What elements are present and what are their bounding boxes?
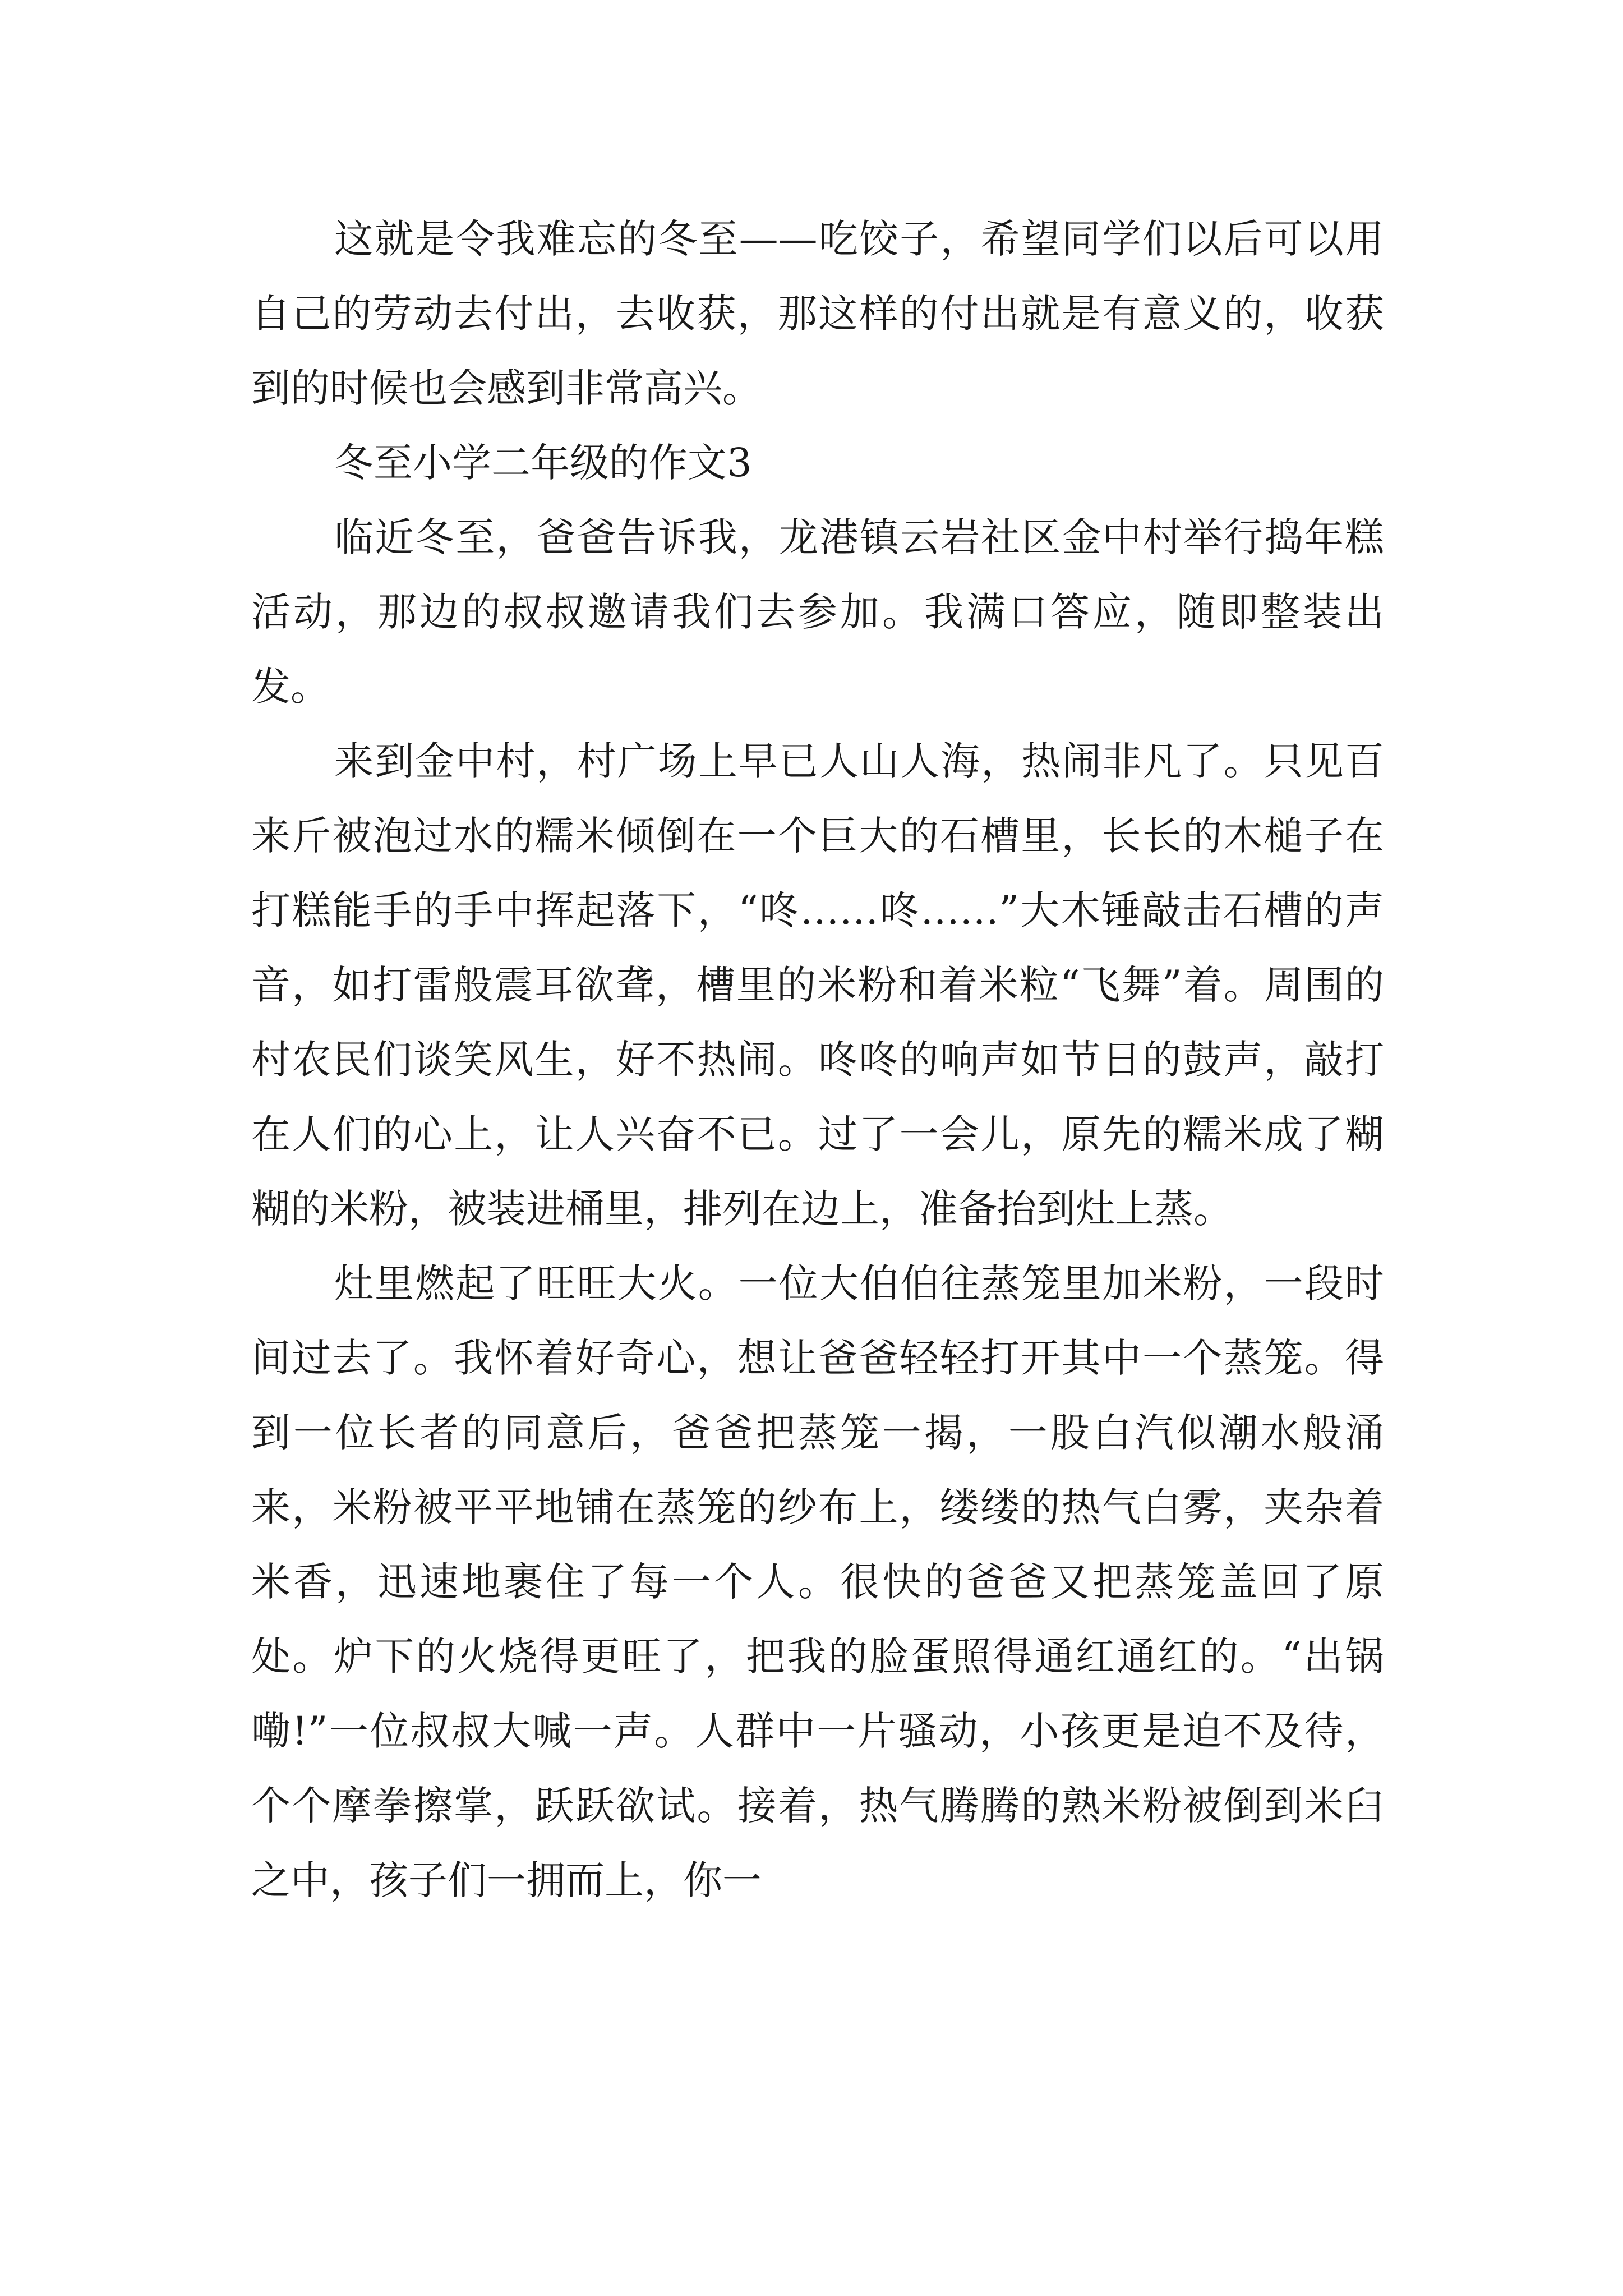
paragraph-village-scene: 来到金中村，村广场上早已人山人海，热闹非凡了。只见百来斤被泡过水的糯米倾倒在一个巨大的石槽里，长长的木槌子在打糕能手的手中挥起落下，“咚……咚……”大木锤敲击石槽的声音，如打雷般震耳欲聋，槽里的米粉和着米粒“飞舞”着。周围的村农民们谈笑风生，好不热闹。咚咚的响声如节日的鼓声，敲打在人们的心上，让人兴奋不已。过了一会儿，原先的糯米成了糊糊的米粉，被装进桶里，排列在边上，准备抬到灶上蒸。 — [251, 738, 1384, 1232]
paragraph-conclusion: 这就是令我难忘的冬至——吃饺子，希望同学们以后可以用自己的劳动去付出，去收获，那这样的付出就是有意义的，收获到的时候也会感到非常高兴。 — [251, 216, 1384, 411]
document-body — [251, 202, 1384, 1918]
paragraph-intro: 临近冬至，爸爸告诉我，龙港镇云岩社区金中村举行捣年糕活动，那边的叔叔邀请我们去参加。我满口答应，随即整装出发。 — [251, 514, 1384, 710]
essay-heading: 冬至小学二年级的作文3 — [334, 440, 752, 486]
paragraph-steaming: 灶里燃起了旺旺大火。一位大伯伯往蒸笼里加米粉，一段时间过去了。我怀着好奇心，想让爸爸轻轻打开其中一个蒸笼。得到一位长者的同意后，爸爸把蒸笼一揭，一股白汽似潮水般涌来，米粉被平平地铺在蒸笼的纱布上，缕缕的热气白雾，夹杂着米香，迅速地裹住了每一个人。很快的爸爸又把蒸笼盖回了原处。炉下的火烧得更旺了，把我的脸蛋照得通红通红的。“出锅嘞!”一位叔叔大喊一声。人群中一片骚动，小孩更是迫不及待，个个摩拳擦掌，跃跃欲试。接着，热气腾腾的熟米粉被倒到米臼之中，孩子们一拥而上，你一 — [251, 1260, 1384, 1903]
